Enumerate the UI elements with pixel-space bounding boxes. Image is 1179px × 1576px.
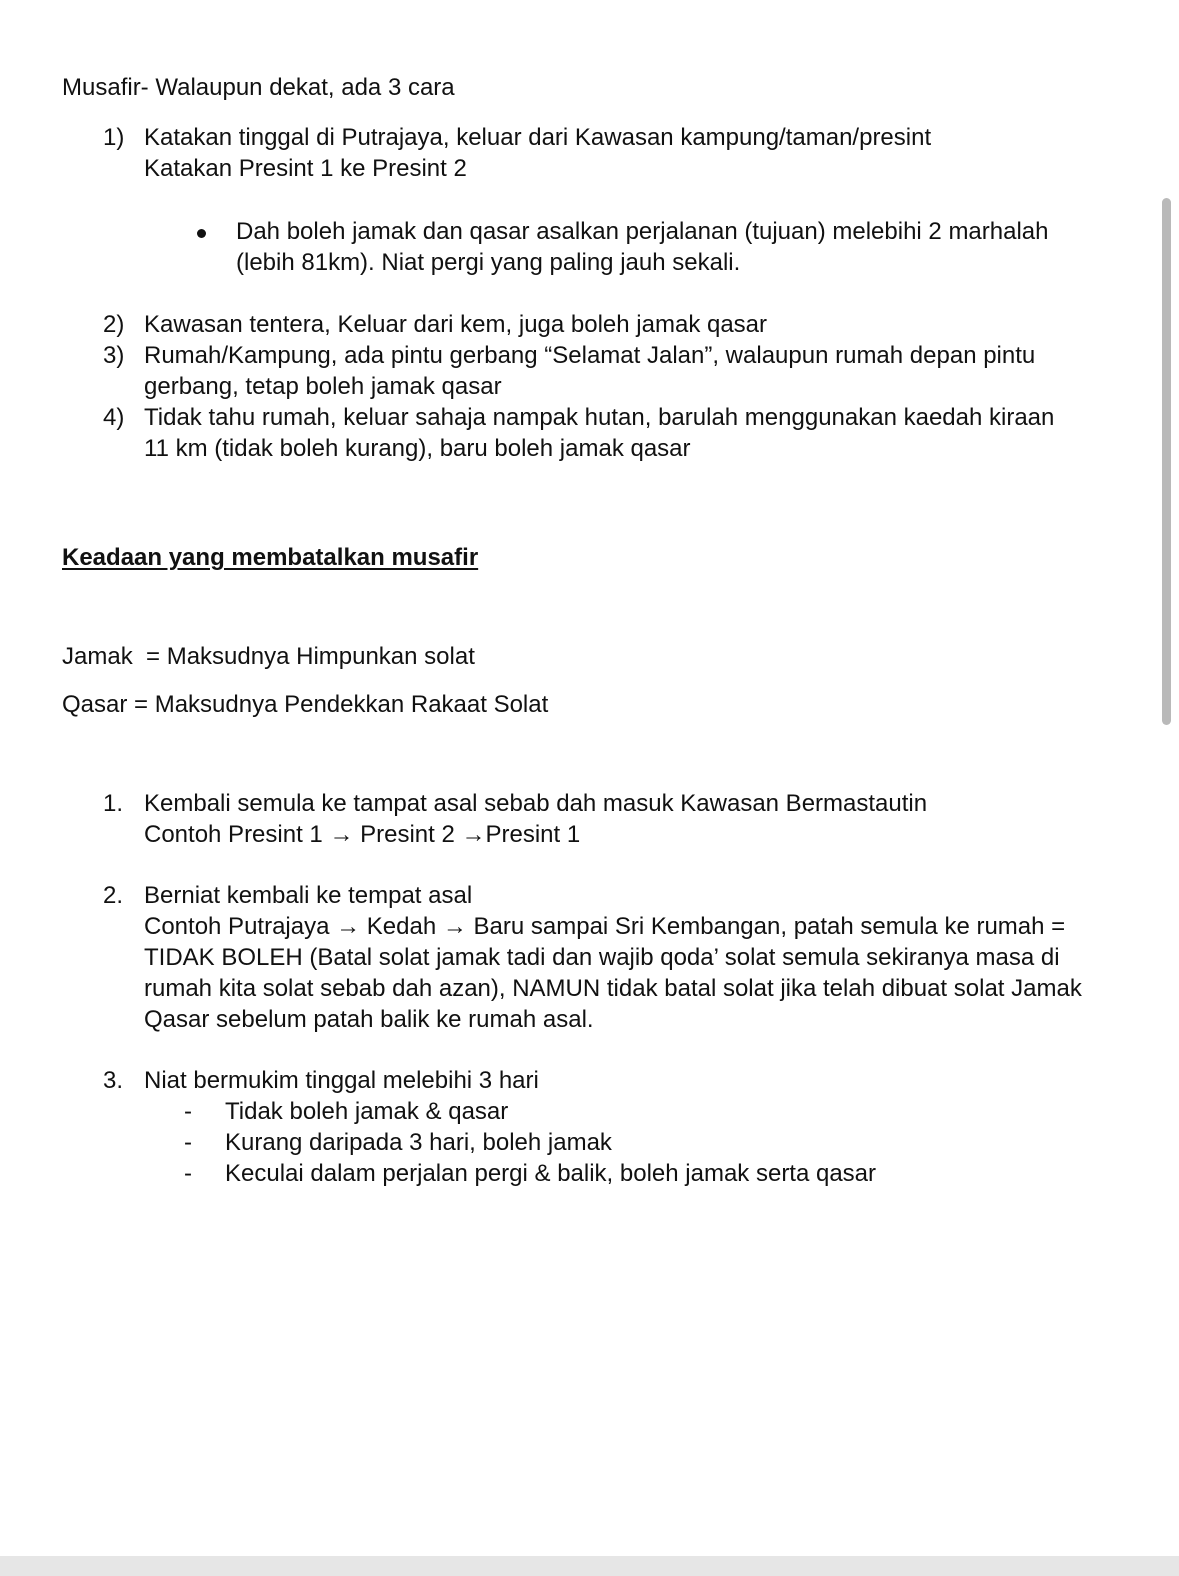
vertical-scrollbar[interactable] — [1162, 198, 1171, 725]
cara-text: Rumah/Kampung, ada pintu gerbang “Selamat Jalan”, walaupun rumah depan pintu — [144, 342, 1036, 369]
bullet-text: (lebih 81km). Niat pergi yang paling jauh sekali. — [236, 249, 741, 276]
batal-number: 1. — [103, 790, 124, 817]
bullet-text: Dah boleh jamak dan qasar asalkan perjalanan (tujuan) melebihi 2 marhalah — [236, 218, 1049, 245]
section-heading: Keadaan yang membatalkan musafir — [62, 544, 479, 571]
cara-text: Katakan Presint 1 ke Presint 2 — [144, 155, 467, 182]
dash-item: Kurang daripada 3 hari, boleh jamak — [225, 1129, 612, 1156]
cara-number: 2) — [103, 311, 125, 338]
cara-text: Kawasan tentera, Keluar dari kem, juga boleh jamak qasar — [144, 311, 768, 338]
bullet-dot-icon — [197, 229, 206, 238]
definition-qasar: Qasar = Maksudnya Pendekkan Rakaat Solat — [62, 691, 549, 718]
definition-jamak: Jamak = Maksudnya Himpunkan solat — [62, 643, 475, 670]
batal-text: rumah kita solat sebab dah azan), NAMUN tidak batal solat jika telah dibuat solat Jamak — [144, 975, 1082, 1002]
batal-text: Kembali semula ke tampat asal sebab dah masuk Kawasan Bermastautin — [144, 790, 928, 817]
batal-number: 2. — [103, 882, 124, 909]
intro-line: Musafir- Walaupun dekat, ada 3 cara — [62, 74, 455, 101]
dash-item: Tidak boleh jamak & qasar — [225, 1098, 509, 1125]
batal-number: 3. — [103, 1067, 124, 1094]
dash-marker: - — [184, 1098, 192, 1125]
batal-text: Contoh Putrajaya → Kedah → Baru sampai Sri Kembangan, patah semula ke rumah = — [144, 913, 1066, 940]
cara-text: Katakan tinggal di Putrajaya, keluar dari Kawasan kampung/taman/presint — [144, 124, 932, 151]
cara-number: 3) — [103, 342, 125, 369]
dash-marker: - — [184, 1129, 192, 1156]
batal-text: Contoh Presint 1 → Presint 2 →Presint 1 — [144, 821, 581, 848]
dash-item: Keculai dalam perjalan pergi & balik, boleh jamak serta qasar — [225, 1160, 877, 1187]
batal-text: Qasar sebelum patah balik ke rumah asal. — [144, 1006, 594, 1033]
bottom-bar — [0, 1556, 1179, 1576]
dash-marker: - — [184, 1160, 192, 1187]
cara-text: 11 km (tidak boleh kurang), baru boleh jamak qasar — [144, 435, 691, 462]
batal-text: Niat bermukim tinggal melebihi 3 hari — [144, 1067, 539, 1094]
cara-number: 1) — [103, 124, 125, 151]
cara-text: gerbang, tetap boleh jamak qasar — [144, 373, 502, 400]
batal-text: Berniat kembali ke tempat asal — [144, 882, 473, 909]
cara-number: 4) — [103, 404, 125, 431]
batal-text: TIDAK BOLEH (Batal solat jamak tadi dan wajib qoda’ solat semula sekiranya masa di — [144, 944, 1060, 971]
cara-text: Tidak tahu rumah, keluar sahaja nampak hutan, barulah menggunakan kaedah kiraan — [144, 404, 1055, 431]
